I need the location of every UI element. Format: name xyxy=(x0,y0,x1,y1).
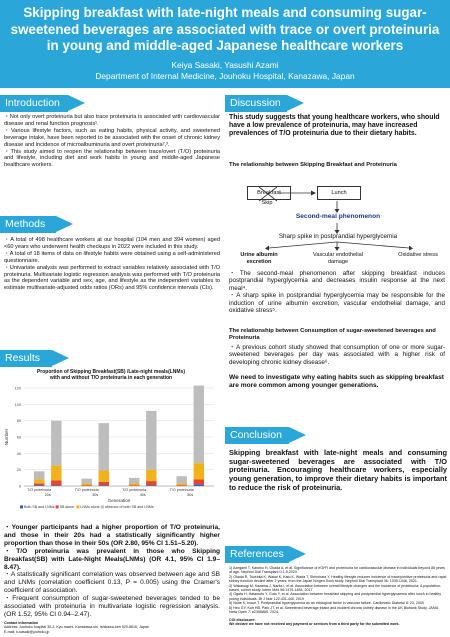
intro-bullet-1: ・ Not only overt proteinuria but also trace proteinuria is associated with cardiovascular disease and renal function prognosis¹. xyxy=(4,114,220,128)
introduction-heading: Introduction xyxy=(0,95,68,112)
reference-1: 1) Azegami T, Kaneko H, Okada A, et al. Significance of eGFR and proteinuria for cardiovascular disease in individuals beyond 85 years of age. Nephrol Dial Transplant 0:1-9,2024 xyxy=(229,566,445,575)
legend-swatch xyxy=(20,505,23,508)
discussion-bullet-3: ・ A previous cohort study showed that consumption of one or more sugar-sweetened beverages per day was associated with a higher risk of developing chronic kidney disease⁶. xyxy=(229,344,445,366)
contact-email: E-mail: k-sasaki@jouhoku.jp xyxy=(4,629,50,634)
bar-segment xyxy=(146,470,156,481)
reference-4: 4) Ogata H, Hatamoto Y, Goto Y, et al. Association between breakfast skipping and postprandial hyperglycaemia after lunch in healthy young individuals. Br J Nutr 122:431-440, 2019 xyxy=(229,592,442,601)
y-tick-label: 0 xyxy=(18,484,21,489)
bar-segment xyxy=(146,411,156,470)
legend-swatch xyxy=(56,505,59,508)
results-bullet-2: ・ T/O proteinuria was prevalent in those who Skipping Breakfast(SB) with Late-Night Meals(LNMs) (OR 4.1, 95% CI 1.9–8.47). xyxy=(4,548,220,572)
discussion-subheading-1: The relationship between Skipping Breakfast and Proteinuria xyxy=(229,162,397,168)
chart-title xyxy=(2,369,220,381)
x-tick-label: T/O proteinuria xyxy=(169,488,194,492)
results-heading: Results xyxy=(0,350,52,367)
lunch-box: Lunch xyxy=(317,186,361,200)
discussion-body-1 xyxy=(229,270,445,314)
bar-segment xyxy=(99,482,109,485)
coi-text: We declare we have not received any payment or services from a third party for the submitted work. xyxy=(229,622,400,627)
bar-segment xyxy=(81,484,91,486)
discussion-closing: We need to investigate why eating habits such as skipping breakfast are more common among younger generations. xyxy=(229,374,444,389)
skip-label: Skip xyxy=(261,200,273,206)
outcome-vascular: Vascular endothelial damage xyxy=(313,252,363,265)
references-list xyxy=(229,566,447,614)
reference-2: 2) Okada R, Tsushita K, Wakai K, Kato K, Wada T, Shinohara Y. Healthy lifestyle reduces incidence of trace/positive proteinuria and rapid kidney function decline after 2 years: from the Japan Ningen Dock study. Nephrol Dial Transplant 36: 1039-1048, 2021. xyxy=(229,574,447,584)
legend-label: absence of both SB and LNMs xyxy=(104,505,154,509)
poster-title xyxy=(0,0,450,55)
discussion-intro: This study suggests that young healthcare workers, who should have a low prevalence of proteinuria, may have increased prevalences of T/O proteinuria due to their dietary habits. xyxy=(229,114,440,138)
reference-3: 3) Wakasugi M, Kazama J, Narita I, et al. Association between overall lifestyle changes and the incidence of proteinuria: A population-based, cohort study. Intern Med 56:1475-1484, 2017. xyxy=(229,583,442,593)
bar-segment xyxy=(51,485,61,486)
x-axis-label: Generation xyxy=(107,498,131,503)
reference-5: 5) Node K, Inoue T. Postprandial hyperglycemia as an etiological factor in vascular failure. Cardiovasc Diabetol 8: 23, 2009 xyxy=(229,601,424,606)
legend-swatch xyxy=(101,505,104,508)
conclusion-heading: Conclusion xyxy=(225,427,289,444)
y-tick-label: 100 xyxy=(14,402,21,407)
group-label: 40s xyxy=(139,493,146,497)
group-label: 20s xyxy=(44,493,51,497)
x-tick-label: T/O proteinuria xyxy=(122,488,147,492)
bar-segment xyxy=(34,479,44,483)
introduction-body xyxy=(4,114,220,169)
results-bar-chart xyxy=(2,382,220,522)
bar-segment xyxy=(81,485,91,486)
intro-bullet-2: ・ Various lifestyle factors, such as eating habits, physical activity, and sweetened beverage intake, have been reported to be associated with the onset of chronic kidney disease and incidence of microalbuminuria and overt proteinuria²,³. xyxy=(4,128,220,149)
chart-title-line-2: with and without T/O proteinuria in each generation xyxy=(49,375,173,381)
discussion-bullet-2: ・ A sharp spike in postprandial hyperglycemia may be responsible for the induction of urine albumin excretion, vascular endothelial damage, and oxidative stress⁵. xyxy=(229,292,445,314)
y-tick-label: 120 xyxy=(14,386,21,391)
y-tick-label: 40 xyxy=(16,451,21,456)
methods-bullet-2: ・ A total of 18 items of data on lifestyle habits were obtained using a self-administered questionnaire. xyxy=(4,251,220,265)
bar-segment xyxy=(129,478,139,484)
bar-segment xyxy=(194,479,204,484)
legend-label: SB alone xyxy=(59,505,75,509)
methods-heading: Methods xyxy=(0,216,56,233)
y-tick-label: 20 xyxy=(16,468,21,473)
discussion-subheading-2: The relationship between Consumption of sugar-sweetened beverages and Proteinuria xyxy=(229,328,436,341)
x-tick-label: T/O proteinuria xyxy=(74,488,99,492)
bar-segment xyxy=(34,484,44,486)
results-bullet-4: ・ Frequent consumption of sugar-sweetened beverages tended to be associated with proteinuria in multivariate logistic regression analysis. (OR 1.52, 95% CI 0.94–2.47). xyxy=(4,595,220,619)
chart-title-line-1: Proportion of Skipping Breakfast(SB) /Late-night meals(LNMs) xyxy=(36,369,186,375)
bar-segment xyxy=(194,463,204,479)
bar-segment xyxy=(194,386,204,464)
coi-disclosure xyxy=(229,618,445,627)
poster-header xyxy=(0,0,450,88)
sharp-spike-text: Sharp spike in postprandial hyperglycemia xyxy=(278,233,398,240)
title-line-3: in young and middle-aged Japanese healthcare workers xyxy=(46,38,404,53)
discussion-bullet-1: ・ The second-meal phenomenon after skipping breakfast induces postprandial hyperglycemia and decreases insulin response at the next meal⁴. xyxy=(229,270,445,292)
bar-segment xyxy=(51,466,61,481)
outcome-urine: Urine albumin excretion xyxy=(240,252,278,265)
results-body xyxy=(4,524,220,619)
sharp-spike-label xyxy=(255,234,421,241)
bar-segment xyxy=(51,480,61,485)
intro-bullet-3: ・ This study aimed to reopen the relationship between trace/overt (T/O) proteinuria and lifestyle, including diet and work habits in young and middle-aged Japanese healthcare workers. xyxy=(4,149,220,170)
discussion-heading: Discussion xyxy=(225,95,287,112)
bar-segment xyxy=(146,481,156,485)
results-bullet-1: ・ Younger participants had a higher proportion of T/O proteinuria, and those in their 20s had a statistically significantly higher proportion than those in their 50s (OR 2.80, 95% CI 1.51–5.20). xyxy=(4,524,220,548)
right-column xyxy=(225,88,450,637)
title-line-2: sweetened beverages are associated with trace or overt proteinuria xyxy=(10,21,440,37)
title-line-1: Skipping breakfast with late-night meals and consuming sugar- xyxy=(23,5,427,20)
y-tick-label: 80 xyxy=(16,419,21,424)
bar-segment xyxy=(99,485,109,486)
bar-segment xyxy=(194,484,204,486)
authors: Keiya Sasaki, Yasushi Azami xyxy=(171,59,279,70)
methods-body xyxy=(4,237,220,292)
x-tick-label: T/O proteinuria xyxy=(27,488,52,492)
bar-segment xyxy=(34,485,44,486)
bar-segment xyxy=(99,423,109,470)
bar-segment xyxy=(146,485,156,486)
affiliation: Department of Internal Medicine, Jouhoku Hospital, Kanazawa, Japan xyxy=(95,70,355,81)
results-bullet-3: ・ A statistically significant correlation was observed between age and SB and LNMs (correlation coefficient 0.13, P = 0.005) using the Cramer's coefficient of association. xyxy=(4,571,220,595)
bar-segment xyxy=(176,476,186,483)
methods-bullet-1: ・ A total of 498 healthcare workers at our hospital (104 men and 394 women) aged <60 years who underwent health checkups in 2022 were included in this study. xyxy=(4,237,220,251)
discussion-body-2 xyxy=(229,344,445,366)
methods-bullet-3: ・ Univariate analysis was performed to extract variables relatively associated with T/O proteinuria. Multivariate logistic regression analysis was performed with T/O proteinuria as the dependent variable and sex, age, and lifestyle as the independent variables to estimate multivariate-adjusted odds ratios (ORs) and 95% confidence intervals (CIs). xyxy=(4,265,220,293)
reference-6: 6) Heo GY, Koh HB, Park JT, et al. Sweetened beverage intake and incident chronic kidney disease in the UK Biobank Study. JAMA Netw Open 7: e2356885, 2024. xyxy=(229,605,439,615)
bar-segment xyxy=(81,479,91,484)
bar-segment xyxy=(129,485,139,486)
second-meal-label: Second-meal phenomenon xyxy=(295,213,381,220)
breakfast-box: Breakfast xyxy=(247,186,291,200)
references-heading: References xyxy=(225,546,289,563)
bar-segment xyxy=(129,484,139,486)
group-label: 50s xyxy=(187,493,194,497)
bar-segment xyxy=(99,470,109,481)
contact-label: Contact Information xyxy=(4,621,39,625)
second-meal-diagram xyxy=(225,180,450,266)
legend-label: Both SB and LNMs xyxy=(24,505,55,509)
conclusion-body: Skipping breakfast with late-night meals and consuming sugar-sweetened beverages are associated with T/O proteinuria. Encouraging healthcare workers, especially young generation, to improve their dietary habits is important to reduce the risk of proteinuria. xyxy=(229,448,447,492)
bar-segment xyxy=(176,484,186,486)
legend-label: LNMs alone xyxy=(80,505,100,509)
left-column xyxy=(0,88,222,637)
bar-segment xyxy=(176,485,186,486)
outcome-oxidative: Oxidative stress xyxy=(398,252,438,258)
y-tick-label: 60 xyxy=(16,435,21,440)
bar-segment xyxy=(34,471,44,479)
group-label: 30s xyxy=(92,493,99,497)
bar-segment xyxy=(51,421,61,466)
y-axis-label: Number xyxy=(4,428,9,446)
contact-info xyxy=(4,621,220,634)
coi-label: COI disclosure: xyxy=(229,618,256,622)
legend-swatch xyxy=(76,505,79,508)
contact-address: Address: Jouhoku hospital 30-3, Kyo-machi, Kanazawa-shi, Ishikawa-ken 920-8616, Japan xyxy=(4,625,149,630)
